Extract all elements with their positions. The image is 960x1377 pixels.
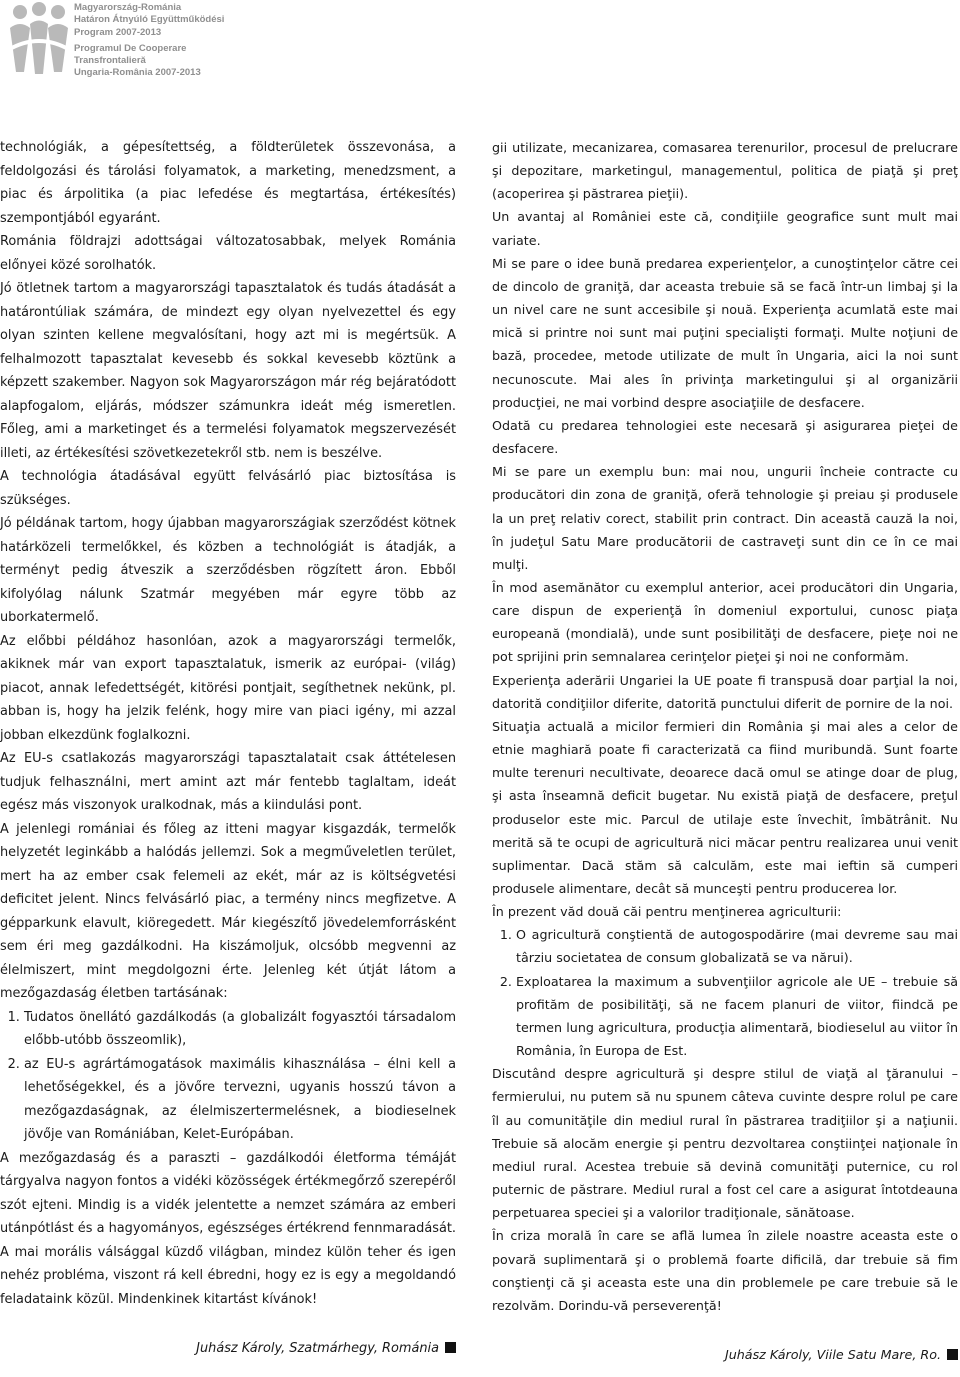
hungarian-column bbox=[0, 136, 456, 1361]
paragraph: gii utilizate, mecanizarea, comasarea terenurilor, procesul de prelucrare şi depozitare, marketingul, managementul, politica de piaţă şi preţ (acoperirea şi păstrarea pieţii). bbox=[492, 140, 958, 202]
numbered-list bbox=[492, 923, 958, 1062]
org-line-hu-3: Program 2007-2013 bbox=[74, 26, 162, 38]
org-line-hu-1: Magyarország-Románia bbox=[74, 2, 182, 13]
signature-text: Juhász Károly, Szatmárhegy, Románia bbox=[196, 1341, 439, 1356]
paragraph: Un avantaj al României este că, condiţiile geografice sunt mult mai variate. bbox=[492, 209, 958, 248]
paragraph: Az előbbi példához hasonlóan, azok a magyarországi termelők, akiknek már van export tapasztalatuk, ismerik az európai- (világ) piacot, annak lefedettségét, kitörési pontjait, segíthetnek nekünk, pl. abban is, hogy ha jelzik felénk, hogy mire van piaci igény, mi azzal jobban elkezdünk foglalkozni. bbox=[0, 633, 456, 743]
numbered-list bbox=[0, 1006, 456, 1147]
paragraph: A technológia átadásával együtt felvásárló piac biztosítása is szükséges. bbox=[0, 469, 456, 508]
paragraph: A mezőgazdaság és a paraszti – gazdálkodói életforma témáját tárgyalva nagyon fontos a vidéki közösségek értékmegőrző szerepéről szót ejteni. Mindig is a vidék jelentette a nemzet számára az emberi utánpótlást és a hagyományos, egészséges értékrend fennmaradását. A mai morális válsággal küzdő világban, mindez külön teher és igen nehéz probléma, viszont rá kell ébredni, hogy ez is egy a megoldandó feladataink közül. Mindenkinek kitartást kívánok! bbox=[0, 1150, 456, 1307]
org-line-ro-3: Ungaria-România 2007-2013 bbox=[74, 67, 201, 79]
paragraph: Discutând despre agricultură şi despre stilul de viaţă al ţăranului – fermierului, nu putem să nu spunem câteva cuvinte despre rolul pe care îl au comunităţile din mediul rural în păstrarea tradiţiilor şi a naţiunii. Trebuie să alocăm energie şi pentru dezvoltarea conştiinţei naţionale în mediul rural. Acestea trebuie să devină comunităţi puternice, cu rol puternic de păstrare. Mediul rural a fost cel care a asigurat întotdeauna perpetuarea speciei şi a valorilor tradiţionale, sănătoase. bbox=[492, 1066, 958, 1221]
list-item: 2. az EU-s agrártámogatások maximális kihasználása – élni kell a lehetőségekkel, és a jövőre tervezni, ugyanis hosszú távon a mezőgazdaságnak, az élelmiszertermelésnek, a biodieselnek jövője van Romániában, Kelet-Európában. bbox=[24, 1053, 456, 1147]
org-line-hu-2: Határon Átnyúló Együttműködési bbox=[74, 14, 225, 26]
paragraph: Situaţia actuală a micilor fermieri din România şi mai ales a celor de etnie maghiară poate fi caracterizată ca fiind muribundă. Sunt foarte multe terenuri necultivate, deoarece dacă omul se atinge doar de plug, şi asta înseamnă deficit bugetar. Nu există piaţă de desfacere, preţul produselor este mic. Parcul de utilaje este învechit, îmbătrânit. Nu merită să te ocupi de agricultură nici măcar pentru realizarea unui venit suplimentar. Dacă stăm să calculăm, este mai ieftin să cumperi produsele alimentare, decât să munceşti pentru producerea lor. bbox=[492, 718, 958, 896]
org-line-ro-1: Programul De Cooperare bbox=[74, 42, 187, 54]
signature bbox=[0, 1337, 456, 1361]
header bbox=[0, 0, 960, 80]
program-logo-figures-icon bbox=[6, 2, 72, 76]
signature-text: Juhász Károly, Viile Satu Mare, Ro. bbox=[724, 1346, 941, 1362]
paragraph: În prezent văd două căi pentru menţinerea agriculturii: bbox=[492, 904, 842, 920]
paragraph: Mi se pare un exemplu bun: mai nou, ungurii încheie contracte cu producători din zona de graniţă, oferă tehnologie şi preiau şi produsele la un preţ relativ corect, stabilit prin contract. Din această cauză la noi, în judeţul Satu Mare producătorii de castraveţi sunt din ce în ce mai mulţi. bbox=[492, 464, 958, 572]
romanian-column bbox=[492, 136, 958, 1366]
program-title bbox=[74, 2, 224, 80]
end-square-icon bbox=[445, 1342, 456, 1353]
list-item: 2. Exploatarea la maximum a subvenţiilor agricole ale UE – trebuie să profităm de posibilităţi, să ne facem planuri de viitor, fiindcă pe termen lung agricultura, producţia alimentară, biodieselul au viitor în România, în Europa de Est. bbox=[516, 970, 958, 1063]
paragraph: Odată cu predarea tehnologiei este necesară şi asigurarea pieţei de desfacere. bbox=[492, 417, 958, 457]
list-item: 1. Tudatos önellátó gazdálkodás (a globalizált fogyasztói társadalom előbb-utóbb összeomlik), bbox=[24, 1006, 456, 1053]
paragraph: Az EU-s csatlakozás magyarországi tapasztalatait csak áttételesen tudjuk felhasználni, mert amint azt már fentebb taglaltam, ideát egész más viszonyok uralkodnak, más a kiindulási pont. bbox=[0, 751, 456, 813]
end-square-icon bbox=[947, 1349, 958, 1360]
paragraph: Experienţa aderării Ungariei la UE poate fi transpusă doar parţial la noi, datorită condiţiilor diferite, datorită punctului diferit de pornire de la noi. bbox=[492, 672, 958, 711]
paragraph: În criza morală în care se află lumea în zilele noastre aceasta este o povară suplimentară şi o problemă foarte dificilă, dar trebuie să fim conştienţi că şi aceasta este una din problemele pe care trebuie să le rezolvăm. Dorindu-vă perseverenţă! bbox=[492, 1228, 958, 1313]
paragraph: Románia földrajzi adottságai változatosabbak, melyek Románia előnyei közé sorolhatók. bbox=[0, 234, 456, 273]
paragraph: A jelenlegi romániai és főleg az itteni magyar kisgazdák, termelők helyzetét leginkább a halódás jellemzi. Sok a megműveletlen terület, mert ha az ember csak felemeli az ekét, már az is költségvetési deficitet jelent. Nincs felvásárló piac, a termény nincs megfizetve. A gépparkunk elavult, kiöregedett. Már kiegészítő jövedelemforrásként sem éri meg gazdálkodni. Ha kiszámoljuk, olcsóbb megvenni az élelmiszert, mint megdolgozni érte. Jelenleg két útját látom a mezőgazdaság életben tartásának: bbox=[0, 821, 456, 1001]
paragraph: Jó ötletnek tartom a magyarországi tapasztalatok és tudás átadását a határontúliak számára, de mindezt egy olyan nyelvezettel és egy olyan szinten kellene megvalósítani, hogy azt mi is megértsük. A felhalmozott tapasztalat kevesebb és sokkal kevesebb köztünk a képzett szakember. Nagyon sok Magyarországon már rég bejáratódott alapfogalom, eljárás, módszer számunkra ideát még ismeretlen. Főleg, ami a marketinget és a termelési folyamatok megszervezését illeti, az értékesítési szövetkezetekről stb. nem is beszélve. bbox=[0, 281, 456, 461]
paragraph: În mod asemănător cu exemplul anterior, acei producători din Ungaria, care dispun de experienţă în domeniul exportului, cunosc piaţa europeană (mondială), unde sunt posibilităţi de desfacere, pieţe noi ne pot sprijini prin semnalarea cerinţelor pieţei şi noi ne conformăm. bbox=[492, 579, 958, 665]
paragraph: technológiák, a gépesítettség, a földterületek összevonása, a feldolgozási és tárolási folyamatok, a marketing, menedzsment, a piac és árpolitika (a piac lefedése és megtartása, értékesítés) szempontjából egyaránt. bbox=[0, 140, 456, 226]
paragraph: Mi se pare o idee bună predarea experienţelor, a cunoştinţelor către cei de dincolo de graniţă, dar aceasta trebuie să se facă într-un limbaj şi la un nivel care ne sunt accesibile şi nouă. Experienţa acumlată este mai mică si printre noi sunt mai puţini specialişti formaţi. Multe noţiuni de bază, procedee, metode utilizate de mult în Ungaria, aici la noi sunt necunoscute. Mai ales în privinţa marketingului şi al organizării producţiei, ne mai vorbind despre asociaţiile de desfacere. bbox=[492, 255, 958, 410]
signature bbox=[492, 1343, 958, 1366]
list-item: 1. O agricultură conştientă de autogospodărire (mai devreme sau mai târziu societatea de consum globalizată se va nărui). bbox=[516, 923, 958, 969]
org-line-ro-2: Transfrontalieră bbox=[74, 55, 146, 67]
paragraph: Jó példának tartom, hogy újabban magyarországiak szerződést kötnek határközeli termelőkkel, és közben a technológiát is átadják, a terményt pedig átveszik a szerződésben rögzített áron. Ebből kifolyólag nálunk Szatmár megyében már egyre több az uborkatermelő. bbox=[0, 516, 456, 625]
